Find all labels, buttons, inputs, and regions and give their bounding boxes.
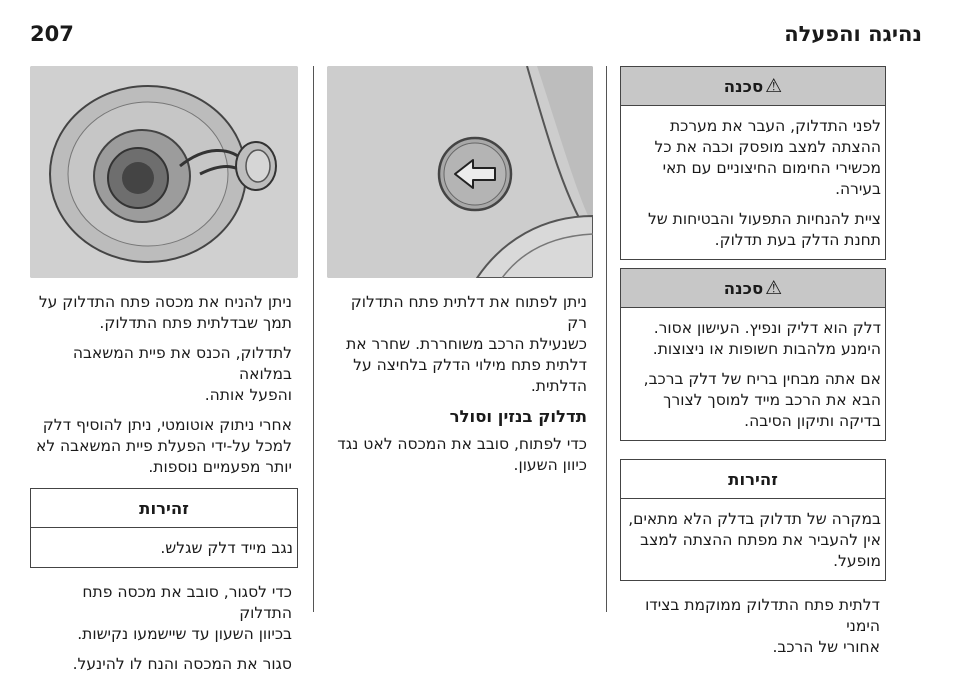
text-line: דלתית פתח מילוי הדלק בלחיצה על	[353, 356, 587, 374]
text-line: כשנעילת הרכב משוחררת. שחרר את	[346, 335, 587, 353]
text-line: אין להעביר את מפתח ההצתה למצב	[640, 531, 881, 549]
text-line: אחרי ניתוק אוטומטי, ניתן להוסיף דלק	[42, 416, 292, 434]
warning-label: סכנה	[723, 278, 764, 298]
text-line: יותר מפעמיים נוספות.	[148, 458, 292, 476]
page-header	[30, 22, 922, 56]
text-line: ניתן לפתוח את דלתית פתח התדלוק רק	[350, 293, 587, 332]
fuel-door-svg	[327, 66, 593, 278]
caution-label: זהירות	[728, 469, 778, 489]
text-line: ההצתה למצב מופסק וכבה את כל	[654, 138, 881, 156]
column-divider-left	[313, 66, 314, 612]
fuel-door-illustration	[327, 66, 593, 278]
text-line: ניתן להניח את מכסה פתח התדלוק על	[38, 293, 292, 311]
column-right	[620, 66, 886, 658]
text-line: בכיוון השעון עד שיישמעו נקישות.	[77, 625, 292, 643]
text-line: סגור את המכסה והנח לו להינעל.	[72, 655, 292, 673]
text-line: ציית להנחיות התפעול והבטיחות של	[647, 210, 881, 228]
caution-box	[620, 459, 886, 581]
text-line: לפני התדלוק, העבר את מערכת	[669, 117, 881, 135]
text-line: והפעל אותה.	[204, 386, 292, 404]
text-line: כיוון השעון.	[513, 456, 587, 474]
fuel-cap-svg	[30, 66, 298, 278]
text-line: כדי לסגור, סובב את מכסה פתח התדלוק	[82, 583, 292, 622]
warning-label: סכנה	[723, 76, 764, 96]
text-line: במקרה של תדלוק בדלק הלא מתאים,	[628, 510, 881, 528]
text-line: הדלתית.	[530, 377, 587, 395]
text-line: הבא את הרכב מייד למוסך לצורך	[663, 391, 881, 409]
caution-box-left	[30, 488, 298, 568]
text-line: מופעל.	[833, 552, 881, 570]
text-line: אחורי של הרכב.	[772, 638, 880, 656]
caution-label: זהירות	[139, 498, 189, 518]
text-line: דלתית פתח התדלוק ממוקמת בצידו הימני	[645, 596, 880, 635]
column-divider-right	[606, 66, 607, 612]
fuel-cap-illustration	[30, 66, 298, 278]
page-number: 207	[30, 22, 74, 46]
text-line: נגב מייד דלק שגלש.	[160, 539, 293, 557]
section-subheading: תדלוק בנזין וסולר	[449, 407, 587, 426]
text-line: מכשירי החימום החיצוניים עם תאי	[662, 159, 881, 177]
text-line: דלק הוא דליק ונפיץ. העישון אסור.	[653, 319, 881, 337]
text-line: כדי לפתוח, סובב את המכסה לאט נגד	[337, 435, 587, 453]
text-line: אם אתה מבחין בריח של דלק ברכב,	[643, 370, 881, 388]
warning-triangle-icon: ⚠	[765, 277, 783, 299]
text-line: הימנע מלהבות חשופות או ניצוצות.	[652, 340, 881, 358]
text-line: בדיקה ותיקון הסיבה.	[744, 412, 881, 430]
column-middle	[327, 66, 593, 476]
text-line: לתדלוק, הכנס את פיית המשאבה במלואה	[72, 344, 292, 383]
warning-box-2	[620, 268, 886, 441]
text-line: תמך שבדלתית פתח התדלוק.	[99, 314, 292, 332]
text-line: בעירה.	[835, 180, 881, 198]
running-title: נהיגה והפעלה	[784, 22, 922, 46]
column-left	[30, 66, 298, 675]
warning-box-1	[620, 66, 886, 260]
text-line: למכל על-ידי הפעלת פיית המשאבה לא	[35, 437, 292, 455]
warning-triangle-icon: ⚠	[765, 75, 783, 97]
text-line: תחנת הדלק בעת תדלוק.	[714, 231, 881, 249]
